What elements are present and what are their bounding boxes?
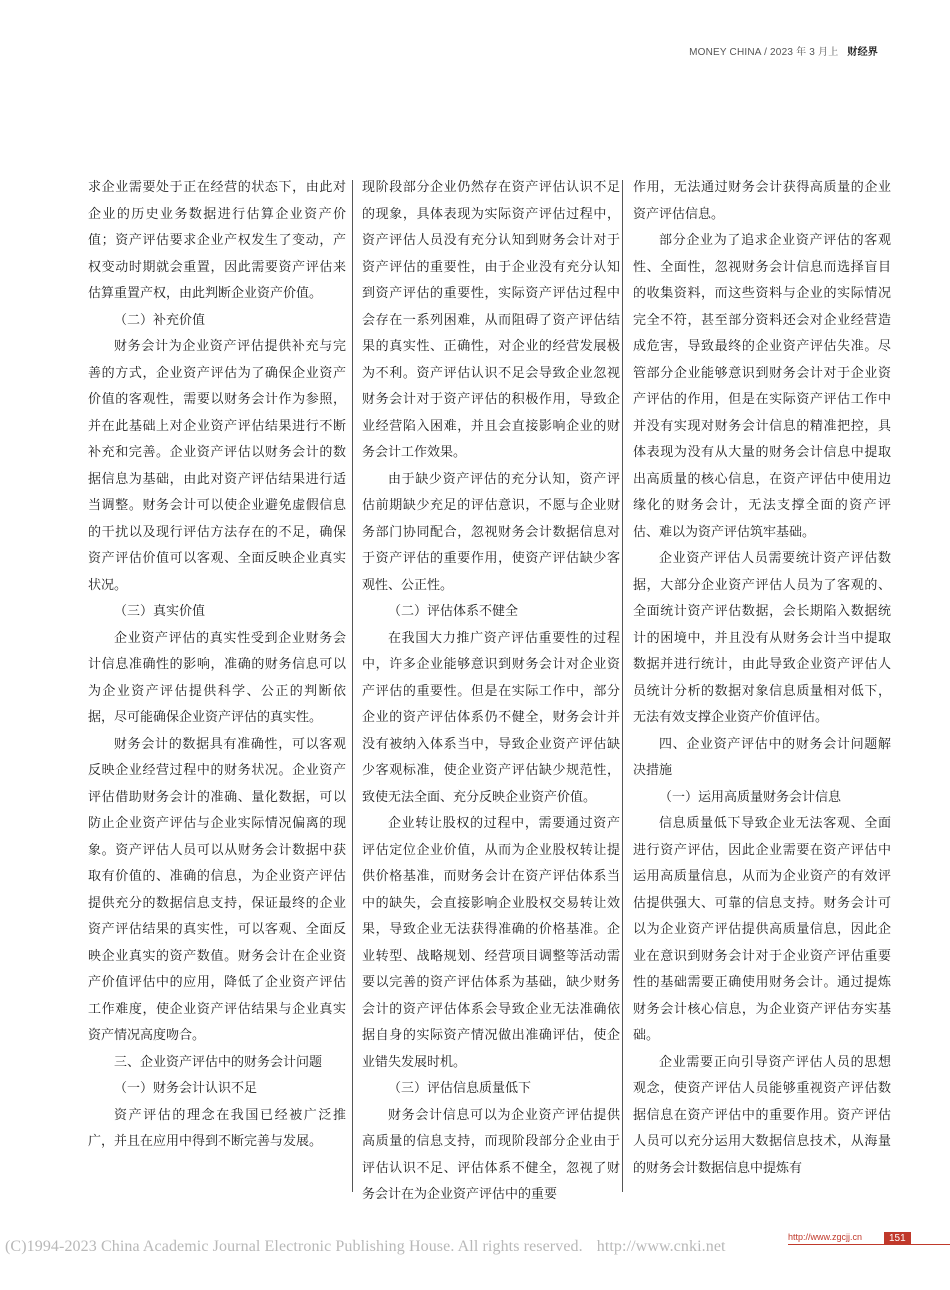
cnki-link[interactable]: http://www.cnki.net [596, 1238, 726, 1255]
paragraph: 企业资产评估人员需要统计资产评估数据，大部分企业资产评估人员为了客观的、全面统计资产评估数据，会长期陷入数据统计的困境中，并且没有从财务会计当中提取数据并进行统计，由此导致企业资产评估人员统计分析的数据对象信息质量相对低下，无法有效支撑企业资产价值评估。 [633, 551, 891, 725]
journal-url[interactable]: http://www.zgcjj.cn [788, 1232, 863, 1242]
text-column-1 [88, 175, 346, 1156]
section-heading: 四、企业资产评估中的财务会计问题解决措施 [633, 736, 891, 778]
paragraph: 财务会计信息可以为企业资产评估提供高质量的信息支持，而现阶段部分企业由于评估认识不足、评估体系不健全，忽视了财务会计在为企业资产评估中的重要 [362, 1107, 620, 1202]
subheading: （三）评估信息质量低下 [388, 1081, 532, 1096]
paragraph: 由于缺少资产评估的充分认知，资产评估前期缺少充足的评估意识，不愿与企业财务部门协同配合，忽视财务会计数据信息对于资产评估的重要作用，使资产评估缺少客观性、公正性。 [362, 471, 620, 593]
subheading: （一）运用高质量财务会计信息 [659, 789, 842, 805]
running-header [689, 43, 878, 58]
subheading: （一）财务会计认识不足 [114, 1081, 258, 1096]
paragraph: 财务会计为企业资产评估提供补充与完善的方式，企业资产评估为了确保企业资产价值的客观性，需要以财务会计作为参照，并在此基础上对企业资产评估结果进行不断补充和完善。企业资产评估以财务会计的数据信息为基础，由此对资产评估结果进行适当调整。财务会计可以使企业避免虚假信息的干扰以及现行评估方法存在的不足，确保资产评估价值可以客观、全面反映企业真实状况。 [88, 339, 346, 593]
subheading: （二）补充价值 [114, 312, 206, 328]
subheading: （二）评估体系不健全 [388, 604, 519, 619]
issue-date: / 2023 年 3 月上 [764, 47, 839, 58]
page-number: 151 [884, 1232, 911, 1245]
paragraph: 财务会计的数据具有准确性，可以客观反映企业经营过程中的财务状况。企业资产评估借助财务会计的准确、量化数据，可以防止企业资产评估与企业实际情况偏离的现象。资产评估人员可以从财务会计数据中获取有价值的、准确的信息，为企业资产评估提供充分的数据信息支持，保证最终的企业资产评估结果的真实性，可以客观、全面反映企业真实的资产数值。财务会计在企业资产价值评估中的应用，降低了企业资产评估工作难度，使企业资产评估结果与企业真实资产情况高度吻合。 [88, 736, 346, 1043]
subheading: （三）真实价值 [114, 604, 206, 619]
paragraph: 部分企业为了追求企业资产评估的客观性、全面性，忽视财务会计信息而选择盲目的收集资料，而这些资料与企业的实际情况完全不符，甚至部分资料还会对企业经营造成危害，导致最终的企业资产评估失准。尽管部分企业能够意识到财务会计对于企业资产评估的作用，但是在实际资产评估工作中并没有实现对财务会计信息的精准把控，具体表现为没有从大量的财务会计信息中提取出高质量的核心信息，在资产评估中使用边缘化的财务会计，无法支撑全面的资产评估、难以为资产评估筑牢基础。 [633, 233, 891, 540]
copyright-text: (C)1994-2023 China Academic Journal Electronic Publishing House. All rights reserved. [5, 1238, 583, 1255]
paragraph: 作用，无法通过财务会计获得高质量的企业资产评估信息。 [633, 180, 891, 222]
paragraph: 现阶段部分企业仍然存在资产评估认识不足的现象，具体表现为实际资产评估过程中，资产评估人员没有充分认知到财务会计对于资产评估的重要性，由于企业没有充分认知到资产评估的重要性，实际资产评估过程中会存在一系列困难，从而阻碍了资产评估结果的真实性、正确性，对企业的经营发展极为不利。资产评估认识不足会导致企业忽视财务会计对于资产评估的积极作用，导致企业经营陷入困难，并且会直接影响企业的财务会计工作效果。 [362, 180, 620, 460]
column-divider [352, 180, 353, 1192]
section-heading: 三、企业资产评估中的财务会计问题 [114, 1054, 323, 1070]
paragraph: 资产评估的理念在我国已经被广泛推广，并且在应用中得到不断完善与发展。 [88, 1107, 346, 1149]
paragraph: 信息质量低下导致企业无法客观、全面进行资产评估，因此企业需要在资产评估中运用高质量信息，从而为企业资产的有效评估提供强大、可靠的信息支持。财务会计可以为企业资产评估提供高质量信息，因此企业在意识到财务会计对于企业资产评估重要性的基础需要正确使用财务会计。通过提炼财务会计核心信息，为企业资产评估夯实基础。 [633, 816, 891, 1043]
paragraph: 在我国大力推广资产评估重要性的过程中，许多企业能够意识到财务会计对企业资产评估的重要性。但是在实际工作中，部分企业的资产评估体系仍不健全，财务会计并没有被纳入体系当中，导致企业资产评估缺少客观标准，使企业资产评估缺少规范性，致使无法全面、充分反映企业资产价值。 [362, 630, 620, 805]
section-name: 财经界 [847, 47, 878, 58]
text-column-2 [362, 175, 620, 1209]
text-column-3 [633, 175, 891, 1182]
paragraph: 企业需要正向引导资产评估人员的思想观念，使资产评估人员能够重视资产评估数据信息在资产评估中的重要作用。资产评估人员可以充分运用大数据信息技术，从海量的财务会计数据信息中提炼有 [633, 1054, 891, 1176]
paragraph: 企业资产评估的真实性受到企业财务会计信息准确性的影响，准确的财务信息可以为企业资产评估提供科学、公正的判断依据，尽可能确保企业资产评估的真实性。 [88, 630, 346, 725]
column-divider [622, 180, 623, 1192]
journal-name: MONEY CHINA [689, 47, 762, 58]
paragraph: 企业转让股权的过程中，需要通过资产评估定位企业价值，从而为企业股权转让提供价格基准，而财务会计在资产评估体系当中的缺失，会直接影响企业股权交易转让效果，导致企业无法获得准确的价格基准。企业转型、战略规划、经营项目调整等活动需要以完善的资产评估体系为基础，缺少财务会计的资产评估体系会导致企业无法准确依据自身的实际资产情况做出准确评估，使企业错失发展时机。 [362, 816, 620, 1070]
paragraph: 求企业需要处于正在经营的状态下，由此对企业的历史业务数据进行估算企业资产价值；资产评估要求企业产权发生了变动，产权变动时期就会重置，因此需要资产评估来估算重置产权，由此判断企业资产价值。 [88, 180, 346, 301]
copyright-watermark [0, 1238, 950, 1256]
